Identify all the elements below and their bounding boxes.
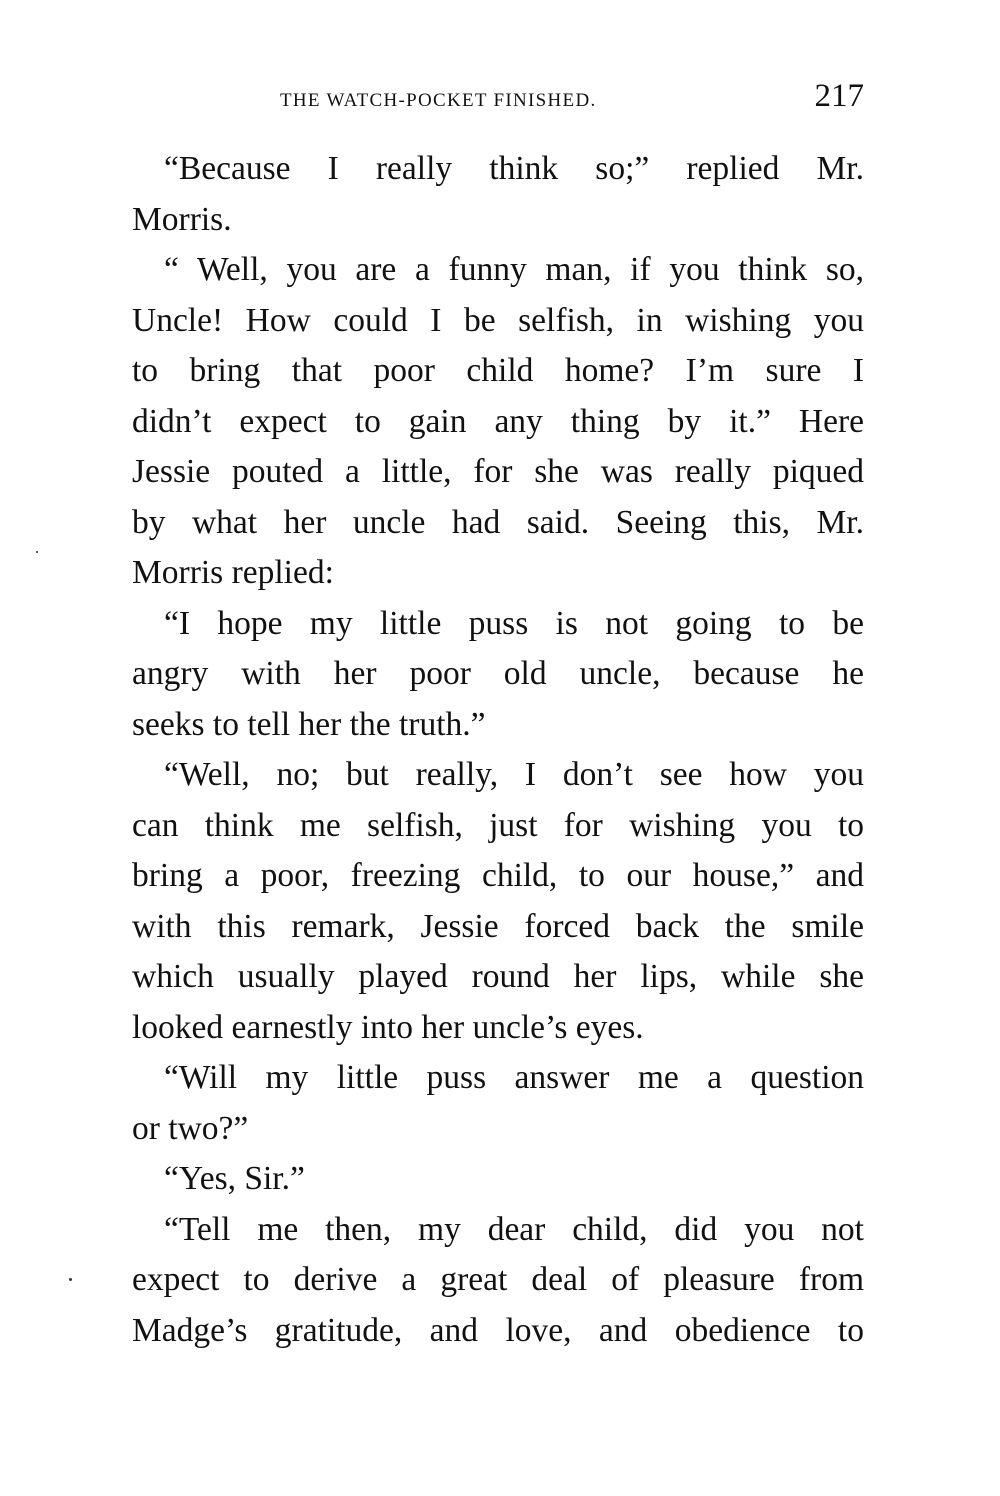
text-line: “Tell me then, my dear child, did you not [164, 1210, 864, 1248]
running-head [132, 78, 864, 122]
text-line: Morris. [132, 200, 232, 238]
print-speck [69, 1278, 72, 1281]
text-line: “ Well, you are a funny man, if you think so, [164, 251, 864, 288]
print-speck [36, 551, 38, 553]
text-line: “Yes, Sir.” [164, 1160, 305, 1197]
text-line: to bring that poor child home? I’m sure I [132, 352, 864, 389]
body-text [132, 144, 864, 1356]
text-line: can think me selfish, just for wishing you to [132, 806, 864, 844]
text-line: Madge’s gratitude, and love, and obedience to [132, 1311, 864, 1349]
text-line: “Well, no; but really, I don’t see how you [164, 756, 864, 793]
text-line: which usually played round her lips, while she [132, 958, 864, 995]
text-line: Morris replied: [132, 554, 334, 591]
text-line: angry with her poor old uncle, because he [132, 655, 864, 692]
text-line: “I hope my little puss is not going to be [164, 604, 864, 642]
text-line: “Because I really think so;” replied Mr. [164, 150, 864, 187]
text-line: with this remark, Jessie forced back the smile [132, 907, 864, 945]
running-title: THE WATCH-POCKET FINISHED. [280, 90, 597, 111]
text-line: or two?” [132, 1109, 249, 1147]
text-line: didn’t expect to gain any thing by it.” Here [132, 402, 864, 440]
page-number: 217 [814, 78, 864, 114]
text-line: “Will my little puss answer me a question [164, 1059, 864, 1096]
text-line: bring a poor, freezing child, to our house,” and [132, 857, 864, 894]
text-line: Jessie pouted a little, for she was really piqued [132, 453, 864, 490]
text-line: looked earnestly into her uncle’s eyes. [132, 1008, 644, 1046]
text-line: Uncle! How could I be selfish, in wishing you [132, 301, 864, 339]
text-line: expect to derive a great deal of pleasure from [132, 1261, 864, 1298]
text-line: seeks to tell her the truth.” [132, 705, 486, 743]
text-line: by what her uncle had said. Seeing this, Mr. [132, 503, 864, 541]
